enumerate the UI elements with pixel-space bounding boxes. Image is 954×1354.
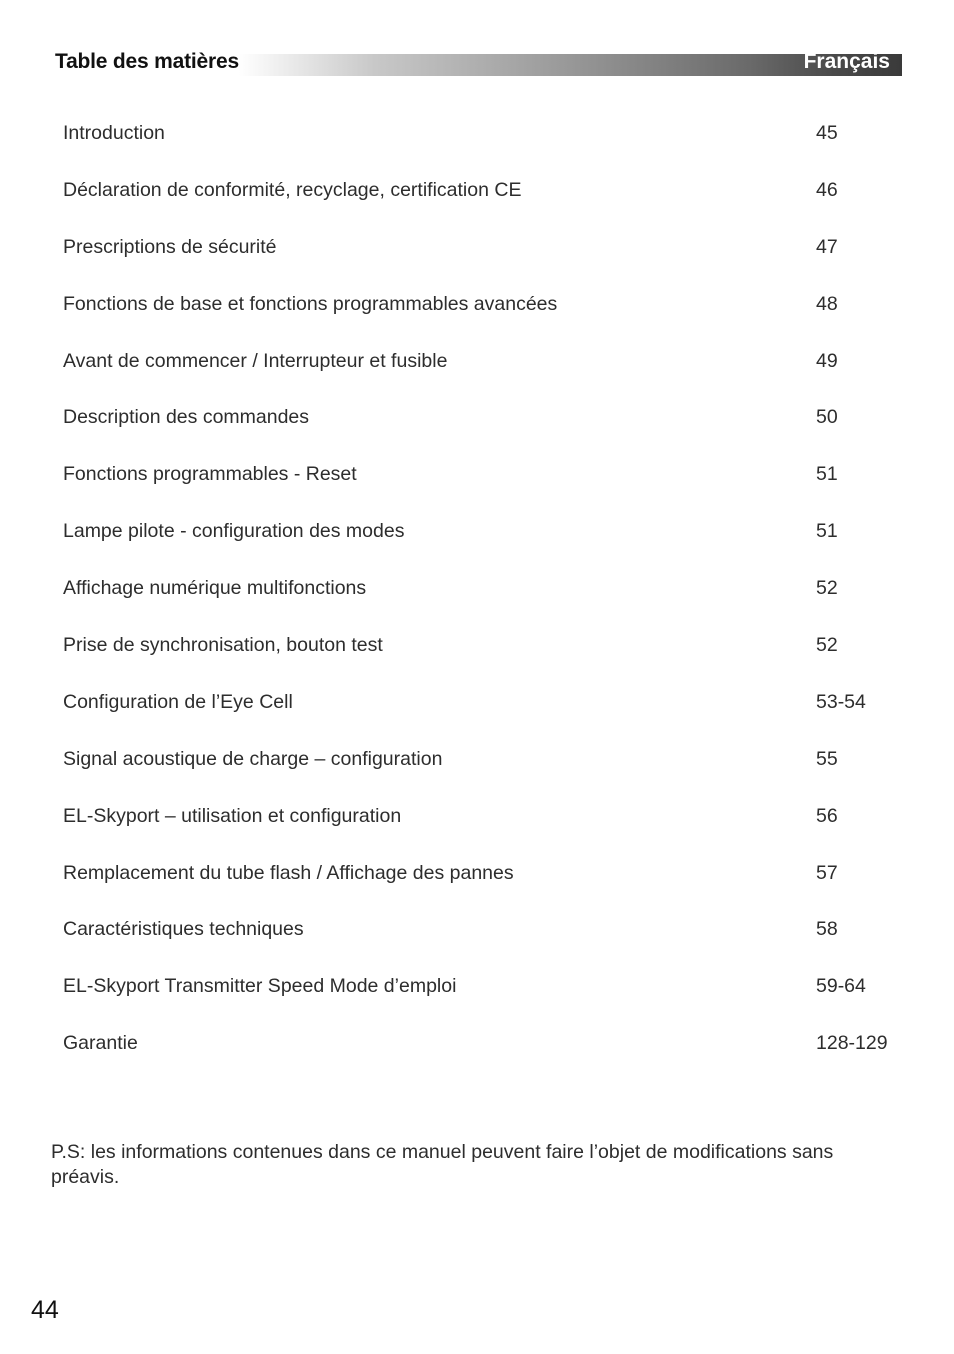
page-title: Table des matières <box>55 50 239 73</box>
toc-entry-title: Prescriptions de sécurité <box>63 235 277 258</box>
toc-entry-page: 50 <box>816 406 838 429</box>
toc-entry[interactable] <box>63 975 903 1032</box>
toc-entry[interactable] <box>63 179 903 236</box>
toc-entry-page: 128-129 <box>816 1032 888 1055</box>
toc-entry-page: 45 <box>816 122 838 144</box>
toc-entry-page: 58 <box>816 918 838 941</box>
toc-entry-title: Prise de synchronisation, bouton test <box>63 634 383 657</box>
toc-entry[interactable] <box>63 862 903 919</box>
language-label: Français <box>803 50 890 73</box>
toc-entry-page: 52 <box>816 577 838 600</box>
toc-entry-title: Description des commandes <box>63 406 310 429</box>
toc-entry[interactable] <box>63 918 903 975</box>
toc-entry-title: Remplacement du tube flash / Affichage des pannes <box>63 861 514 884</box>
toc-entry-title: EL-Skyport – utilisation et configuration <box>63 804 402 827</box>
toc-entry[interactable] <box>63 748 903 805</box>
toc-entry-title: Avant de commencer / Interrupteur et fusible <box>63 349 448 372</box>
toc-entry[interactable] <box>63 520 903 577</box>
toc-entry-page: 49 <box>816 349 838 372</box>
toc-entry-page: 57 <box>816 861 838 884</box>
toc-entry-title: EL-Skyport Transmitter Speed Mode d’emploi <box>63 975 457 998</box>
toc-entry-page: 56 <box>816 804 838 827</box>
ps-note: P.S: les informations contenues dans ce manuel peuvent faire l’objet de modifications sans préavis. <box>51 1141 834 1188</box>
toc-entry-page: 53-54 <box>816 690 866 713</box>
toc-entry-page: 46 <box>816 178 838 201</box>
toc-entry[interactable] <box>63 1032 903 1089</box>
toc-entry[interactable] <box>63 293 903 350</box>
toc-entry-title: Caractéristiques techniques <box>63 918 304 941</box>
toc-entry[interactable] <box>63 691 903 748</box>
toc-entry-title: Fonctions programmables - Reset <box>63 463 357 486</box>
toc-entry[interactable] <box>63 122 903 179</box>
toc-entry[interactable] <box>63 350 903 407</box>
toc-entry[interactable] <box>63 463 903 520</box>
toc-entry-page: 51 <box>816 520 838 543</box>
toc-entry-title: Configuration de l’Eye Cell <box>63 690 293 713</box>
toc-entry-title: Fonctions de base et fonctions programmables avancées <box>63 292 558 315</box>
toc-entry-page: 59-64 <box>816 975 866 998</box>
table-of-contents <box>63 122 903 1089</box>
toc-entry[interactable] <box>63 805 903 862</box>
toc-entry-title: Affichage numérique multifonctions <box>63 577 367 600</box>
toc-entry[interactable] <box>63 406 903 463</box>
toc-entry-page: 51 <box>816 463 838 486</box>
page-number: 44 <box>31 1296 59 1324</box>
toc-entry[interactable] <box>63 236 903 293</box>
toc-entry-page: 47 <box>816 235 838 258</box>
toc-entry-title: Déclaration de conformité, recyclage, certification CE <box>63 178 522 201</box>
toc-entry-page: 55 <box>816 747 838 770</box>
toc-entry-title: Introduction <box>63 122 165 144</box>
toc-entry[interactable] <box>63 634 903 691</box>
toc-entry-title: Signal acoustique de charge – configuration <box>63 747 443 770</box>
toc-entry[interactable] <box>63 577 903 634</box>
toc-entry-title: Garantie <box>63 1032 138 1055</box>
toc-entry-page: 52 <box>816 634 838 657</box>
toc-entry-page: 48 <box>816 292 838 315</box>
toc-entry-title: Lampe pilote - configuration des modes <box>63 520 405 543</box>
